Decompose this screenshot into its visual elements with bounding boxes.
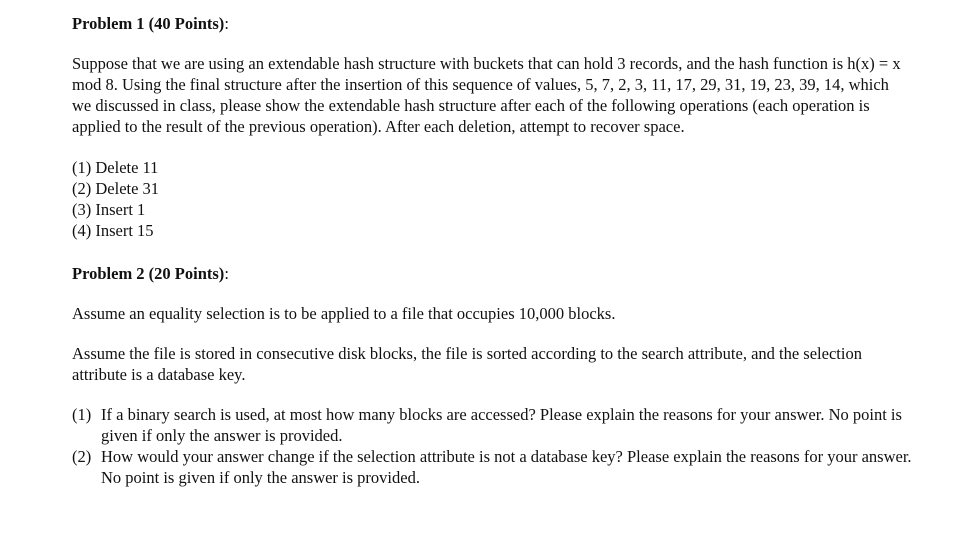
problem-1-text: Suppose that we are using an extendable hash structure with buckets that can hold 3 records, and the hash function is h(x) = x mod 8. Using the final structure after the insertion of this sequence of values, 5, 7, 2, 3, 11, 17, 29, 31, 19, 23, 39, 14, which we discussed in class, please show the extendable hash structure after each of the following operations (each operation is applied to the result of the previous operation). After each deletion, attempt to recover space.	[72, 54, 901, 136]
operation-item: (3) Insert 1	[72, 200, 146, 219]
problem-2-text-2: Assume the file is stored in consecutive disk blocks, the file is sorted according to the search attribute, and the selection attribute is a database key.	[72, 344, 862, 384]
question-number: (2)	[72, 447, 92, 466]
problem-2-title-colon: :	[224, 264, 229, 283]
problem-2-title	[72, 263, 912, 284]
problem-1-operations	[72, 157, 912, 241]
problem-2-text-1: Assume an equality selection is to be applied to a file that occupies 10,000 blocks.	[72, 304, 616, 323]
document-page	[72, 13, 912, 488]
question-item	[72, 404, 912, 446]
operation-item: (2) Delete 31	[72, 179, 160, 198]
problem-1-title	[72, 13, 912, 34]
question-text: How would your answer change if the selection attribute is not a database key? Please explain the reasons for your answer. No point is given if only the answer is provided.	[101, 447, 912, 487]
question-item	[72, 446, 912, 488]
problem-2-questions	[72, 404, 912, 488]
question-number: (1)	[72, 405, 92, 424]
operation-item: (4) Insert 15	[72, 221, 154, 240]
problem-1-title-colon: :	[224, 14, 229, 33]
problem-1-title-bold: Problem 1 (40 Points)	[72, 14, 225, 33]
question-text: If a binary search is used, at most how many blocks are accessed? Please explain the reasons for your answer. No point is given if only the answer is provided.	[101, 405, 902, 445]
operation-item: (1) Delete 11	[72, 158, 159, 177]
problem-2-title-bold: Problem 2 (20 Points)	[72, 264, 225, 283]
